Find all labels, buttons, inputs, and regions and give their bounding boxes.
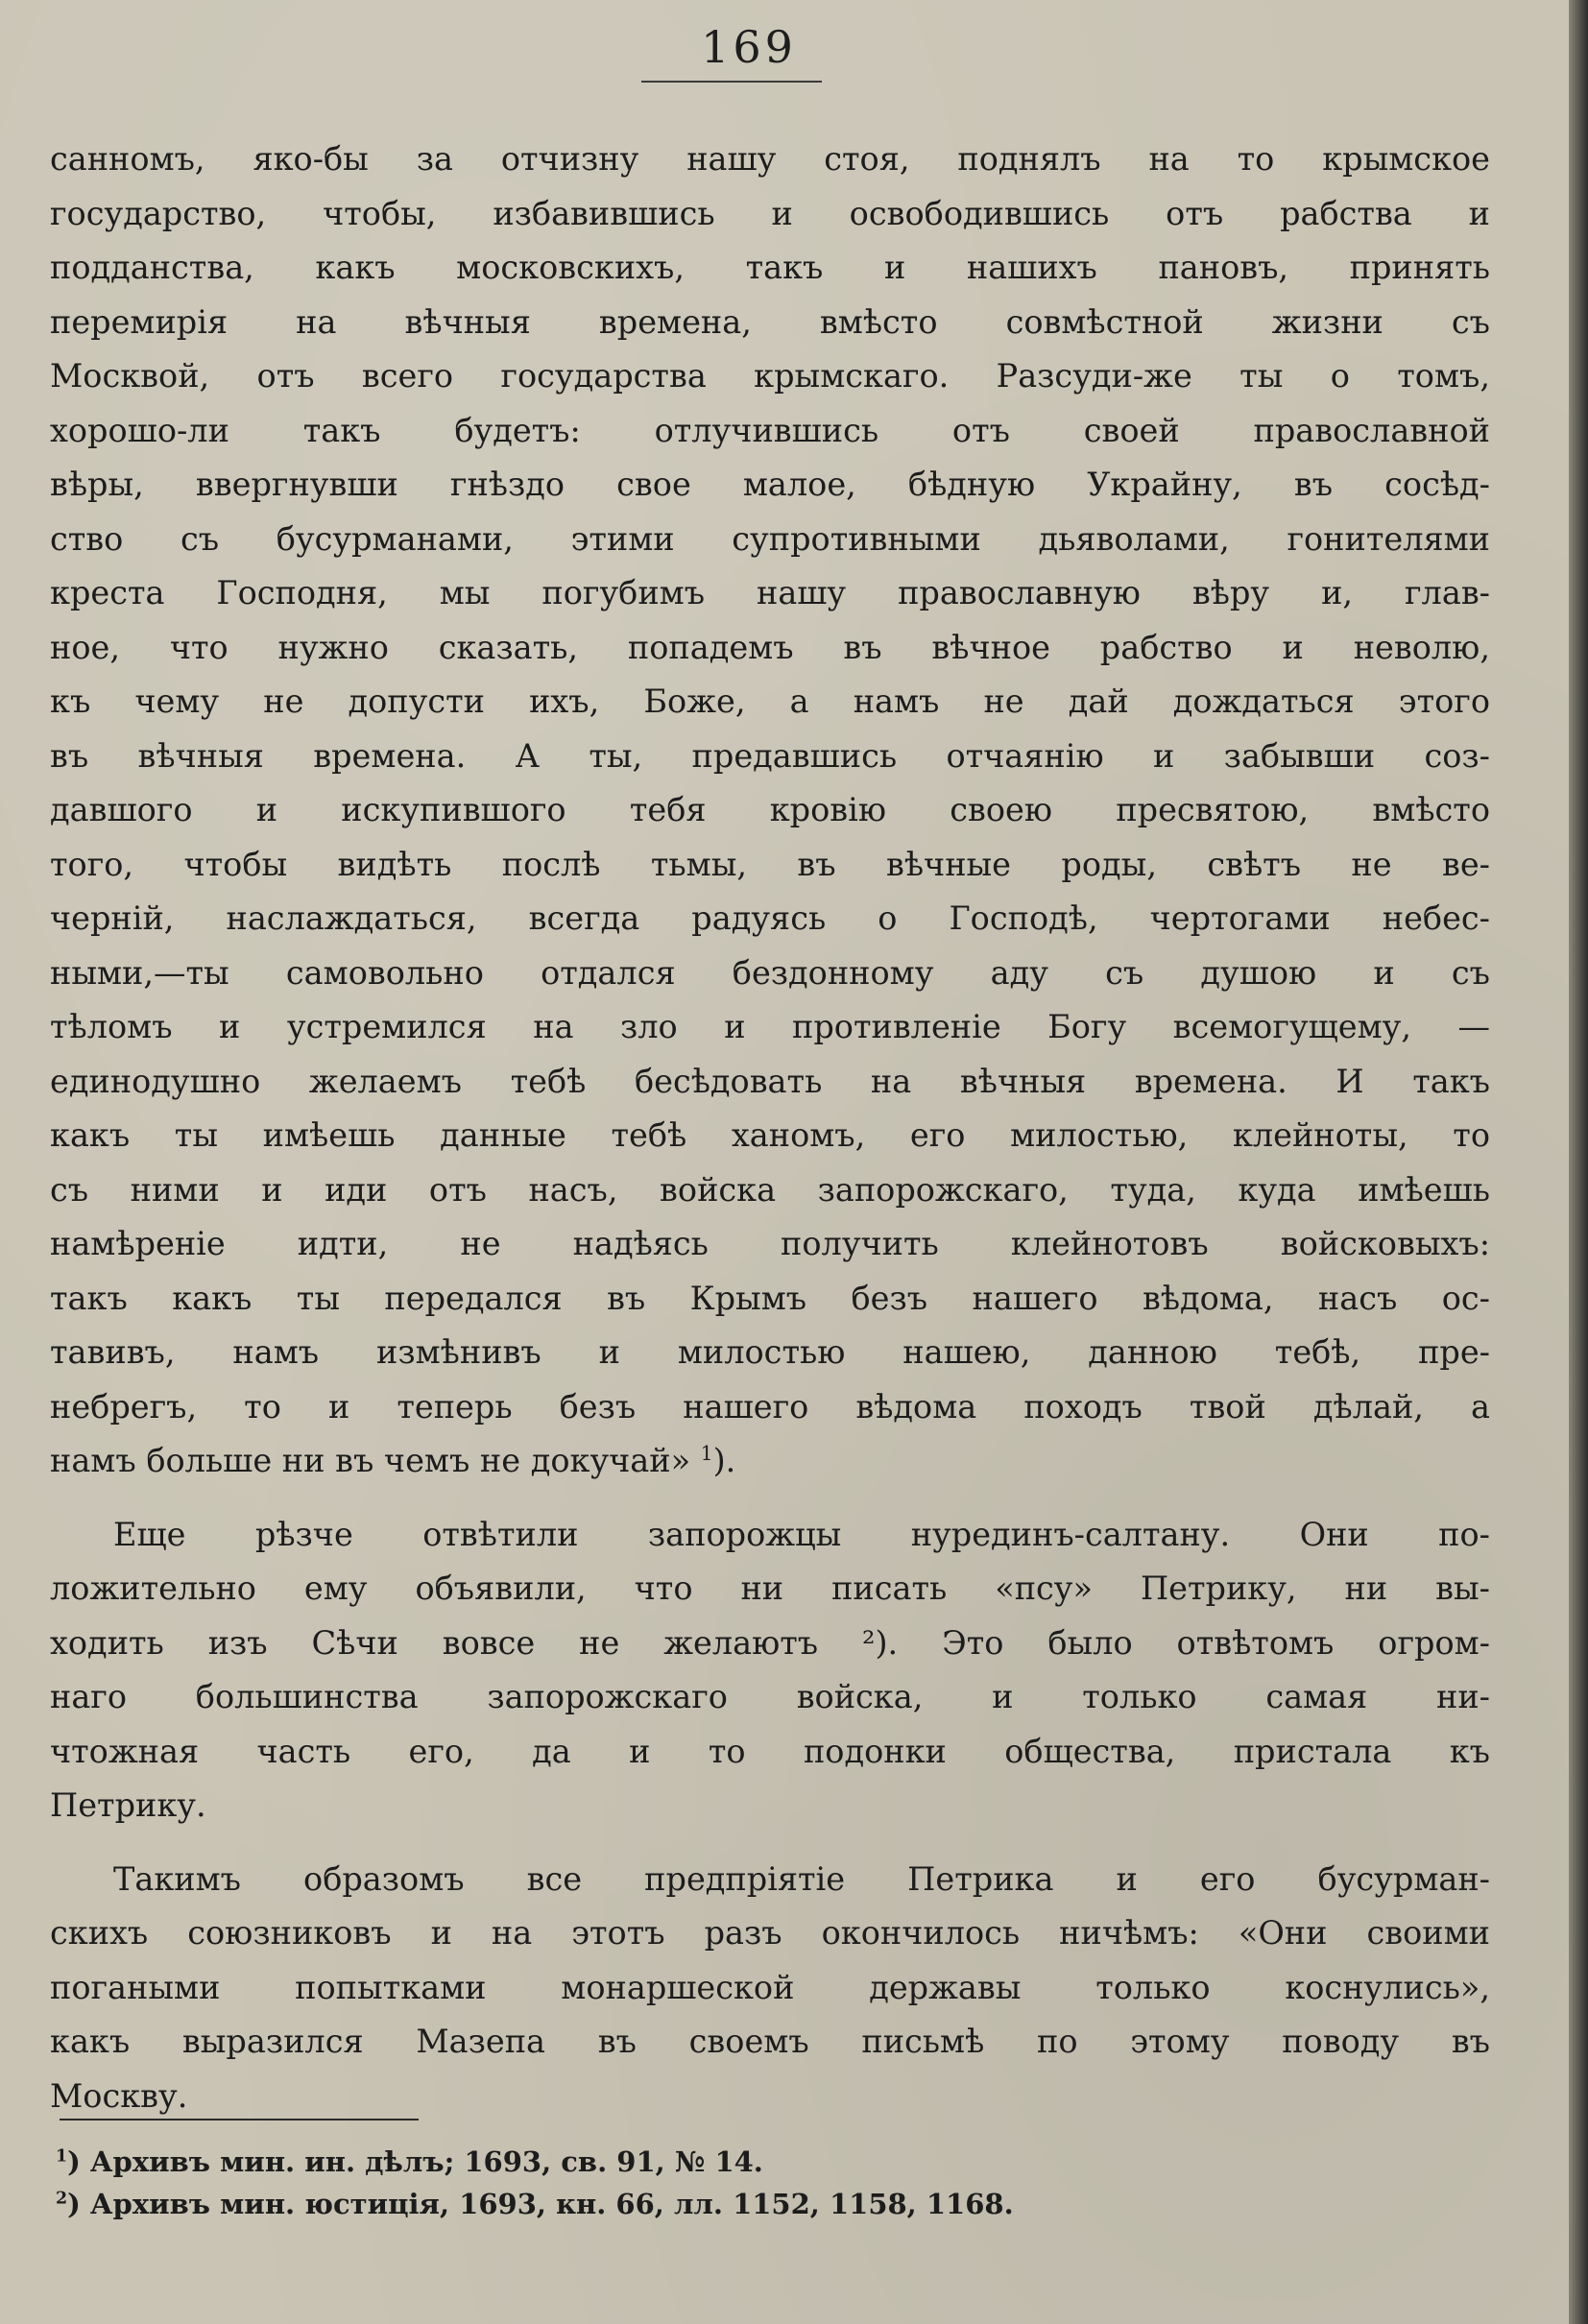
paragraph (50, 1508, 1490, 1833)
text-line: наго большинства запорожскаго войска, и только самая ни- (50, 1678, 1490, 1715)
text-line: тавивъ, намъ измѣнивъ и милостью нашею, данною тебѣ, пре- (50, 1333, 1490, 1371)
footnote-ref[interactable]: 1 (700, 1441, 713, 1465)
page-number-rule (641, 81, 822, 83)
body-text (50, 132, 1490, 2123)
paragraph-gap (50, 1833, 1490, 1853)
text-line: въ вѣчныя времена. А ты, предавшись отчаянію и забывши соз- (50, 736, 1490, 775)
text-line: погаными попытками монаршеской державы только коснулись», (50, 1968, 1490, 2006)
text-line: ходить изъ Сѣчи вовсе не желаютъ ²). Это было отвѣтомъ огром- (50, 1623, 1490, 1662)
text-line: того, чтобы видѣть послѣ тьмы, въ вѣчные роды, свѣтъ не ве- (50, 845, 1490, 883)
text-line: черній, наслаждаться, всегда радуясь о Господѣ, чертогами небес- (50, 899, 1490, 937)
text-line: къ чему не допусти ихъ, Боже, а намъ не дай дождаться этого (50, 683, 1490, 720)
text-line: хорошо-ли такъ будетъ: отлучившись отъ своей православной (50, 411, 1490, 449)
text-line: санномъ, яко-бы за отчизну нашу стоя, поднялъ на то крымское (50, 140, 1490, 178)
text-line: Москвой, отъ всего государства крымскаго. Разсуди-же ты о томъ, (50, 357, 1490, 395)
text-line: государство, чтобы, избавившись и освободившись отъ рабства и (50, 194, 1490, 232)
text-line: ное, что нужно сказать, попадемъ въ вѣчное рабство и неволю, (50, 628, 1490, 666)
text-line-last: Петрику. (50, 1786, 206, 1824)
text-line-last: намъ больше ни въ чемъ не докучай» $^1$). (50, 1441, 736, 1479)
text-line: небрегъ, то и теперь безъ нашего вѣдома походъ твой дѣлай, а (50, 1387, 1490, 1426)
footnote-item: $^2$) Архивъ мин. юстиція, 1693, кн. 66, лл. 1152, 1158, 1168. (56, 2188, 1014, 2220)
footnote-item: $^1$) Архивъ мин. ин. дѣлъ; 1693, св. 91, № 14. (56, 2145, 763, 2178)
text-line: вѣры, ввергнувши гнѣздо свое малое, бѣдную Украйну, въ сосѣд- (50, 466, 1490, 503)
text-line: Такимъ образомъ все предпріятіе Петрика и его бусурман- (113, 1859, 1490, 1898)
text-line-last: Москву. (50, 2076, 188, 2115)
text-line: ными,—ты самовольно отдался бездонному аду съ душою и съ (50, 953, 1490, 992)
text-line: единодушно желаемъ тебѣ бесѣдовать на вѣчныя времена. И такъ (50, 1062, 1490, 1100)
text-line: ложительно ему объявили, что ни писать «псу» Петрику, ни вы- (50, 1569, 1490, 1607)
page-edge-shadow (1569, 0, 1588, 2324)
paragraph (50, 1853, 1490, 2124)
text-line: такъ какъ ты передался въ Крымъ безъ нашего вѣдома, насъ ос- (50, 1279, 1490, 1317)
text-line: перемирія на вѣчныя времена, вмѣсто совмѣстной жизни съ (50, 302, 1490, 341)
text-line: чтожная часть его, да и то подонки общества, пристала къ (50, 1732, 1490, 1770)
text-line: съ ними и иди отъ насъ, войска запорожскаго, туда, куда имѣешь (50, 1170, 1490, 1209)
footnote-mark: 2 (56, 2189, 68, 2209)
text-line: давшого и искупившого тебя кровію своею пресвятою, вмѣсто (50, 791, 1490, 828)
text-line: креста Господня, мы погубимъ нашу православную вѣру и, глав- (50, 574, 1490, 611)
paragraph (50, 132, 1490, 1489)
text-line: намѣреніе идти, не надѣясь получить клейнотовъ войсковыхъ: (50, 1225, 1490, 1262)
text-line: тѣломъ и устремился на зло и противленіе Богу всемогущему, — (50, 1008, 1490, 1045)
text-line: ство съ бусурманами, этими супротивными дьяволами, гонителями (50, 519, 1490, 558)
page-number: 169 (701, 21, 797, 73)
text-line: подданства, какъ московскихъ, такъ и нашихъ пановъ, принять (50, 249, 1490, 286)
footnotes (56, 2141, 1400, 2225)
text-line: скихъ союзниковъ и на этотъ разъ окончилось ничѣмъ: «Они своими (50, 1914, 1490, 1952)
paragraph-gap (50, 1489, 1490, 1508)
text-line: Еще рѣзче отвѣтили запорожцы нурединъ-салтану. Они по- (113, 1515, 1490, 1553)
text-line: какъ ты имѣешь данные тебѣ ханомъ, его милостью, клейноты, то (50, 1116, 1490, 1154)
footnote-mark: 1 (56, 2146, 68, 2167)
footnote-separator (60, 2119, 419, 2120)
text-line: какъ выразился Мазепа въ своемъ письмѣ по этому поводу въ (50, 2023, 1490, 2060)
